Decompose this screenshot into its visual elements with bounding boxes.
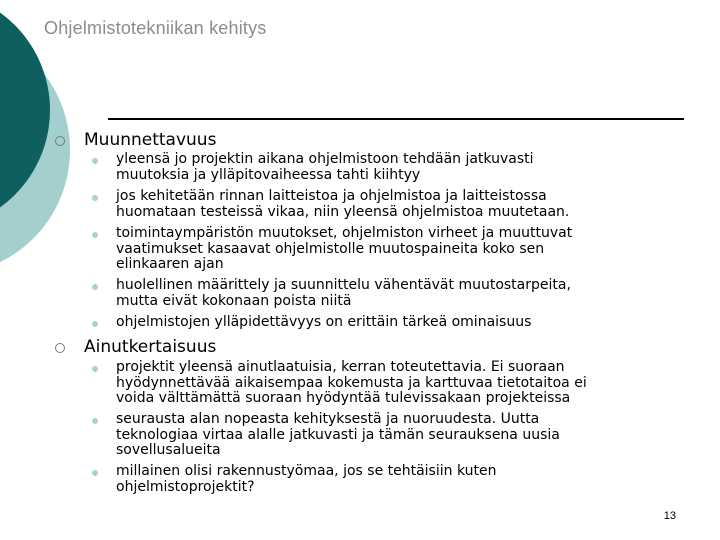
item-line: hyödynnettävää aikaisempaa kokemusta ja karttuvaa tietotaitoa ei <box>116 374 587 391</box>
item-line: seurausta alan nopeasta kehityksestä ja nuoruudesta. Uutta <box>116 411 540 427</box>
section-heading-ainutkertaisuus: Ainutkertaisuus <box>84 337 217 357</box>
slide-title: Ohjelmistotekniikan kehitys <box>44 18 267 38</box>
item-bullet-icon <box>92 232 98 238</box>
page-number: 13 <box>663 510 676 522</box>
item-bullet-icon <box>92 321 98 327</box>
item-bullet-icon <box>92 418 98 424</box>
item-bullet-icon <box>92 470 98 476</box>
section-bullet-icon <box>55 136 65 146</box>
item-line: voida välttämättä suoraan hyödyntää tulevissakaan projekteissa <box>116 390 571 406</box>
section-heading-muunnettavuus: Muunnettavuus <box>84 130 217 150</box>
item-line: huolellinen määrittely ja suunnittelu vähentävät muutostarpeita, <box>116 277 571 293</box>
item-bullet-icon <box>92 284 98 290</box>
item-line: yleensä jo projektin aikana ohjelmistoon tehdään jatkuvasti <box>116 151 534 167</box>
item-bullet-icon <box>92 195 98 201</box>
item-bullet-icon <box>92 366 98 372</box>
list-item <box>116 464 696 495</box>
teal-circle-decoration <box>0 0 80 300</box>
item-line: mutta eivät kokonaan poista niitä <box>116 292 352 309</box>
item-line: projektit yleensä ainutlaatuisia, kerran toteutettavia. Ei suoraan <box>116 359 565 375</box>
list-item <box>116 189 696 220</box>
list-item <box>116 360 696 407</box>
item-bullet-icon <box>92 158 98 164</box>
item-line: millainen olisi rakennustyömaa, jos se tehtäisiin kuten <box>116 463 497 479</box>
item-line: teknologiaa virtaa alalle jatkuvasti ja tämän seurauksena uusia <box>116 426 560 443</box>
item-line: sovellusalueita <box>116 442 221 458</box>
section-bullet-icon <box>55 343 65 353</box>
item-line: jos kehitetään rinnan laitteistoa ja ohjelmistoa ja laitteistossa <box>116 188 547 204</box>
list-item <box>116 315 696 331</box>
item-line: vaatimukset kasaavat ohjelmistolle muutospaineita koko sen <box>116 240 545 257</box>
list-item <box>116 152 696 183</box>
list-item <box>116 278 696 309</box>
item-line: ohjelmistoprojektit? <box>116 478 255 495</box>
list-item <box>116 226 696 273</box>
item-line: ohjelmistojen ylläpidettävyys on erittäin tärkeä ominaisuus <box>116 314 532 330</box>
title-underline <box>108 118 684 120</box>
item-line: toimintaympäristön muutokset, ohjelmiston virheet ja muuttuvat <box>116 225 573 241</box>
list-item <box>116 412 696 459</box>
item-line: muutoksia ja ylläpitovaiheessa tahti kiihtyy <box>116 166 421 183</box>
item-line: huomataan testeissä vikaa, niin yleensä ohjelmistoa muutetaan. <box>116 203 570 220</box>
item-line: elinkaaren ajan <box>116 256 224 272</box>
